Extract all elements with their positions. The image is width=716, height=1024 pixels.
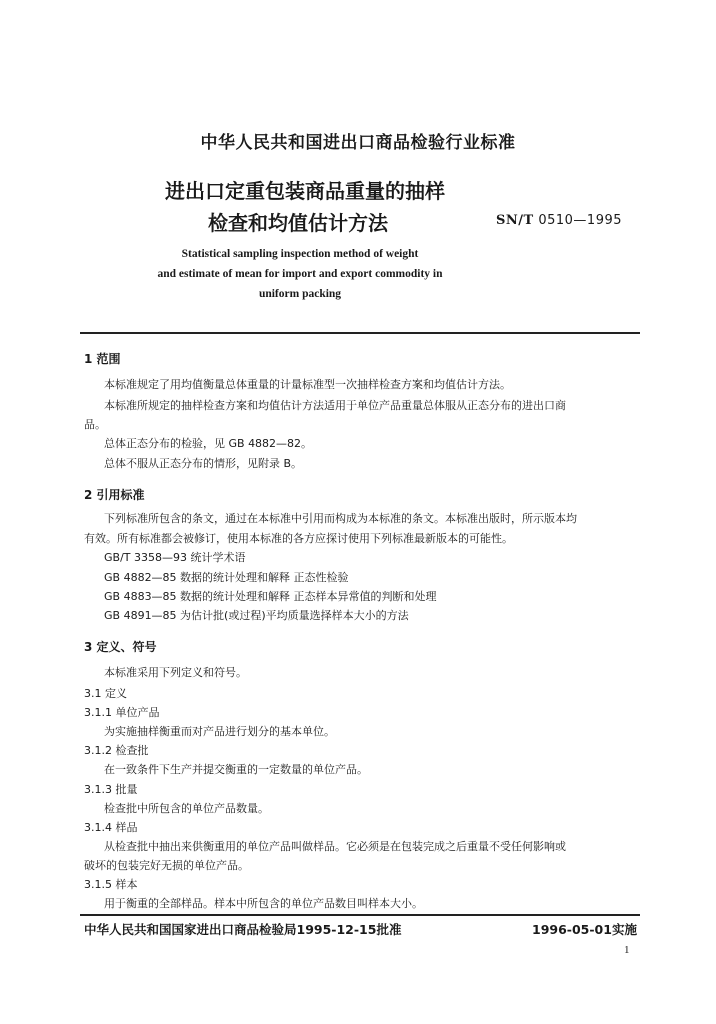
reference-item: GB 4883—85 数据的统计处理和解释 正态样本异常值的判断和处理: [104, 590, 437, 603]
section-1-para-2: 本标准所规定的抽样检查方案和均值估计方法适用于单位产品重量总体服从正态分布的进出口商: [104, 399, 566, 412]
section-1-para-4: 总体不服从正态分布的情形，见附录 B。: [104, 457, 303, 470]
clause-3-1-2-text: 在一致条件下生产并提交衡重的一定数量的单位产品。: [104, 763, 368, 776]
english-title-line1: Statistical sampling inspection method of weight: [181, 248, 419, 260]
english-title-line3: uniform packing: [258, 288, 342, 300]
section-1-heading: 1 范围: [84, 352, 121, 366]
section-2-para-1-cont: 有效。所有标准都会被修订，使用本标准的各方应探讨使用下列标准最新版本的可能性。: [84, 532, 513, 545]
section-1-para-3: 总体正态分布的检验，见 GB 4882—82。: [104, 437, 313, 450]
clause-3-1-4-text: 从检查批中抽出来供衡重用的单位产品叫做样品。它必须是在包装完成之后重量不受任何影响或: [104, 840, 566, 853]
clause-3-1-1-heading: 3.1.1 单位产品: [84, 706, 160, 719]
document-title-line1: 进出口定重包装商品重量的抽样: [165, 179, 445, 203]
standard-prefix: SN/T: [496, 213, 534, 228]
clause-3-1-3-text: 检查批中所包含的单位产品数量。: [104, 802, 269, 815]
clause-3-1-heading: 3.1 定义: [84, 687, 127, 700]
standard-number: [496, 213, 622, 228]
section-1-para-2-cont: 品。: [84, 418, 106, 431]
clause-3-1-1-text: 为实施抽样衡重而对产品进行划分的基本单位。: [104, 725, 335, 738]
approval-statement: 中华人民共和国国家进出口商品检验局1995-12-15批准: [84, 922, 402, 937]
clause-3-1-3-heading: 3.1.3 批量: [84, 783, 138, 796]
clause-3-1-5-heading: 3.1.5 样本: [84, 878, 138, 891]
section-2-para-1: 下列标准所包含的条文，通过在本标准中引用而构成为本标准的条文。本标准出版时，所示版本均: [104, 512, 577, 525]
clause-3-1-5-text: 用于衡重的全部样品。样本中所包含的单位产品数目叫样本大小。: [104, 897, 423, 910]
clause-3-1-2-heading: 3.1.2 检查批: [84, 744, 149, 757]
section-3-heading: 3 定义、符号: [84, 640, 157, 654]
clause-3-1-4-heading: 3.1.4 样品: [84, 821, 138, 834]
page-number: 1: [624, 944, 630, 956]
footer-divider: [80, 914, 640, 916]
english-title-line2: and estimate of mean for import and export commodity in: [157, 268, 443, 280]
standard-code: 0510—1995: [538, 213, 623, 228]
effective-date: 1996-05-01实施: [532, 922, 637, 937]
reference-item: GB 4891—85 为估计批(或过程)平均质量选择样本大小的方法: [104, 609, 409, 622]
issuing-organization: 中华人民共和国进出口商品检验行业标准: [200, 133, 516, 153]
reference-item: GB 4882—85 数据的统计处理和解释 正态性检验: [104, 571, 349, 584]
document-title-line2: 检查和均值估计方法: [208, 211, 388, 235]
reference-item: GB/T 3358—93 统计学术语: [104, 551, 246, 564]
section-2-heading: 2 引用标准: [84, 488, 145, 502]
section-1-para-1: 本标准规定了用均值衡量总体重量的计量标准型一次抽样检查方案和均值估计方法。: [104, 378, 511, 391]
clause-3-1-4-text-cont: 破坏的包装完好无损的单位产品。: [84, 859, 249, 872]
section-3-para-1: 本标准采用下列定义和符号。: [104, 666, 247, 679]
header-divider: [80, 332, 640, 334]
